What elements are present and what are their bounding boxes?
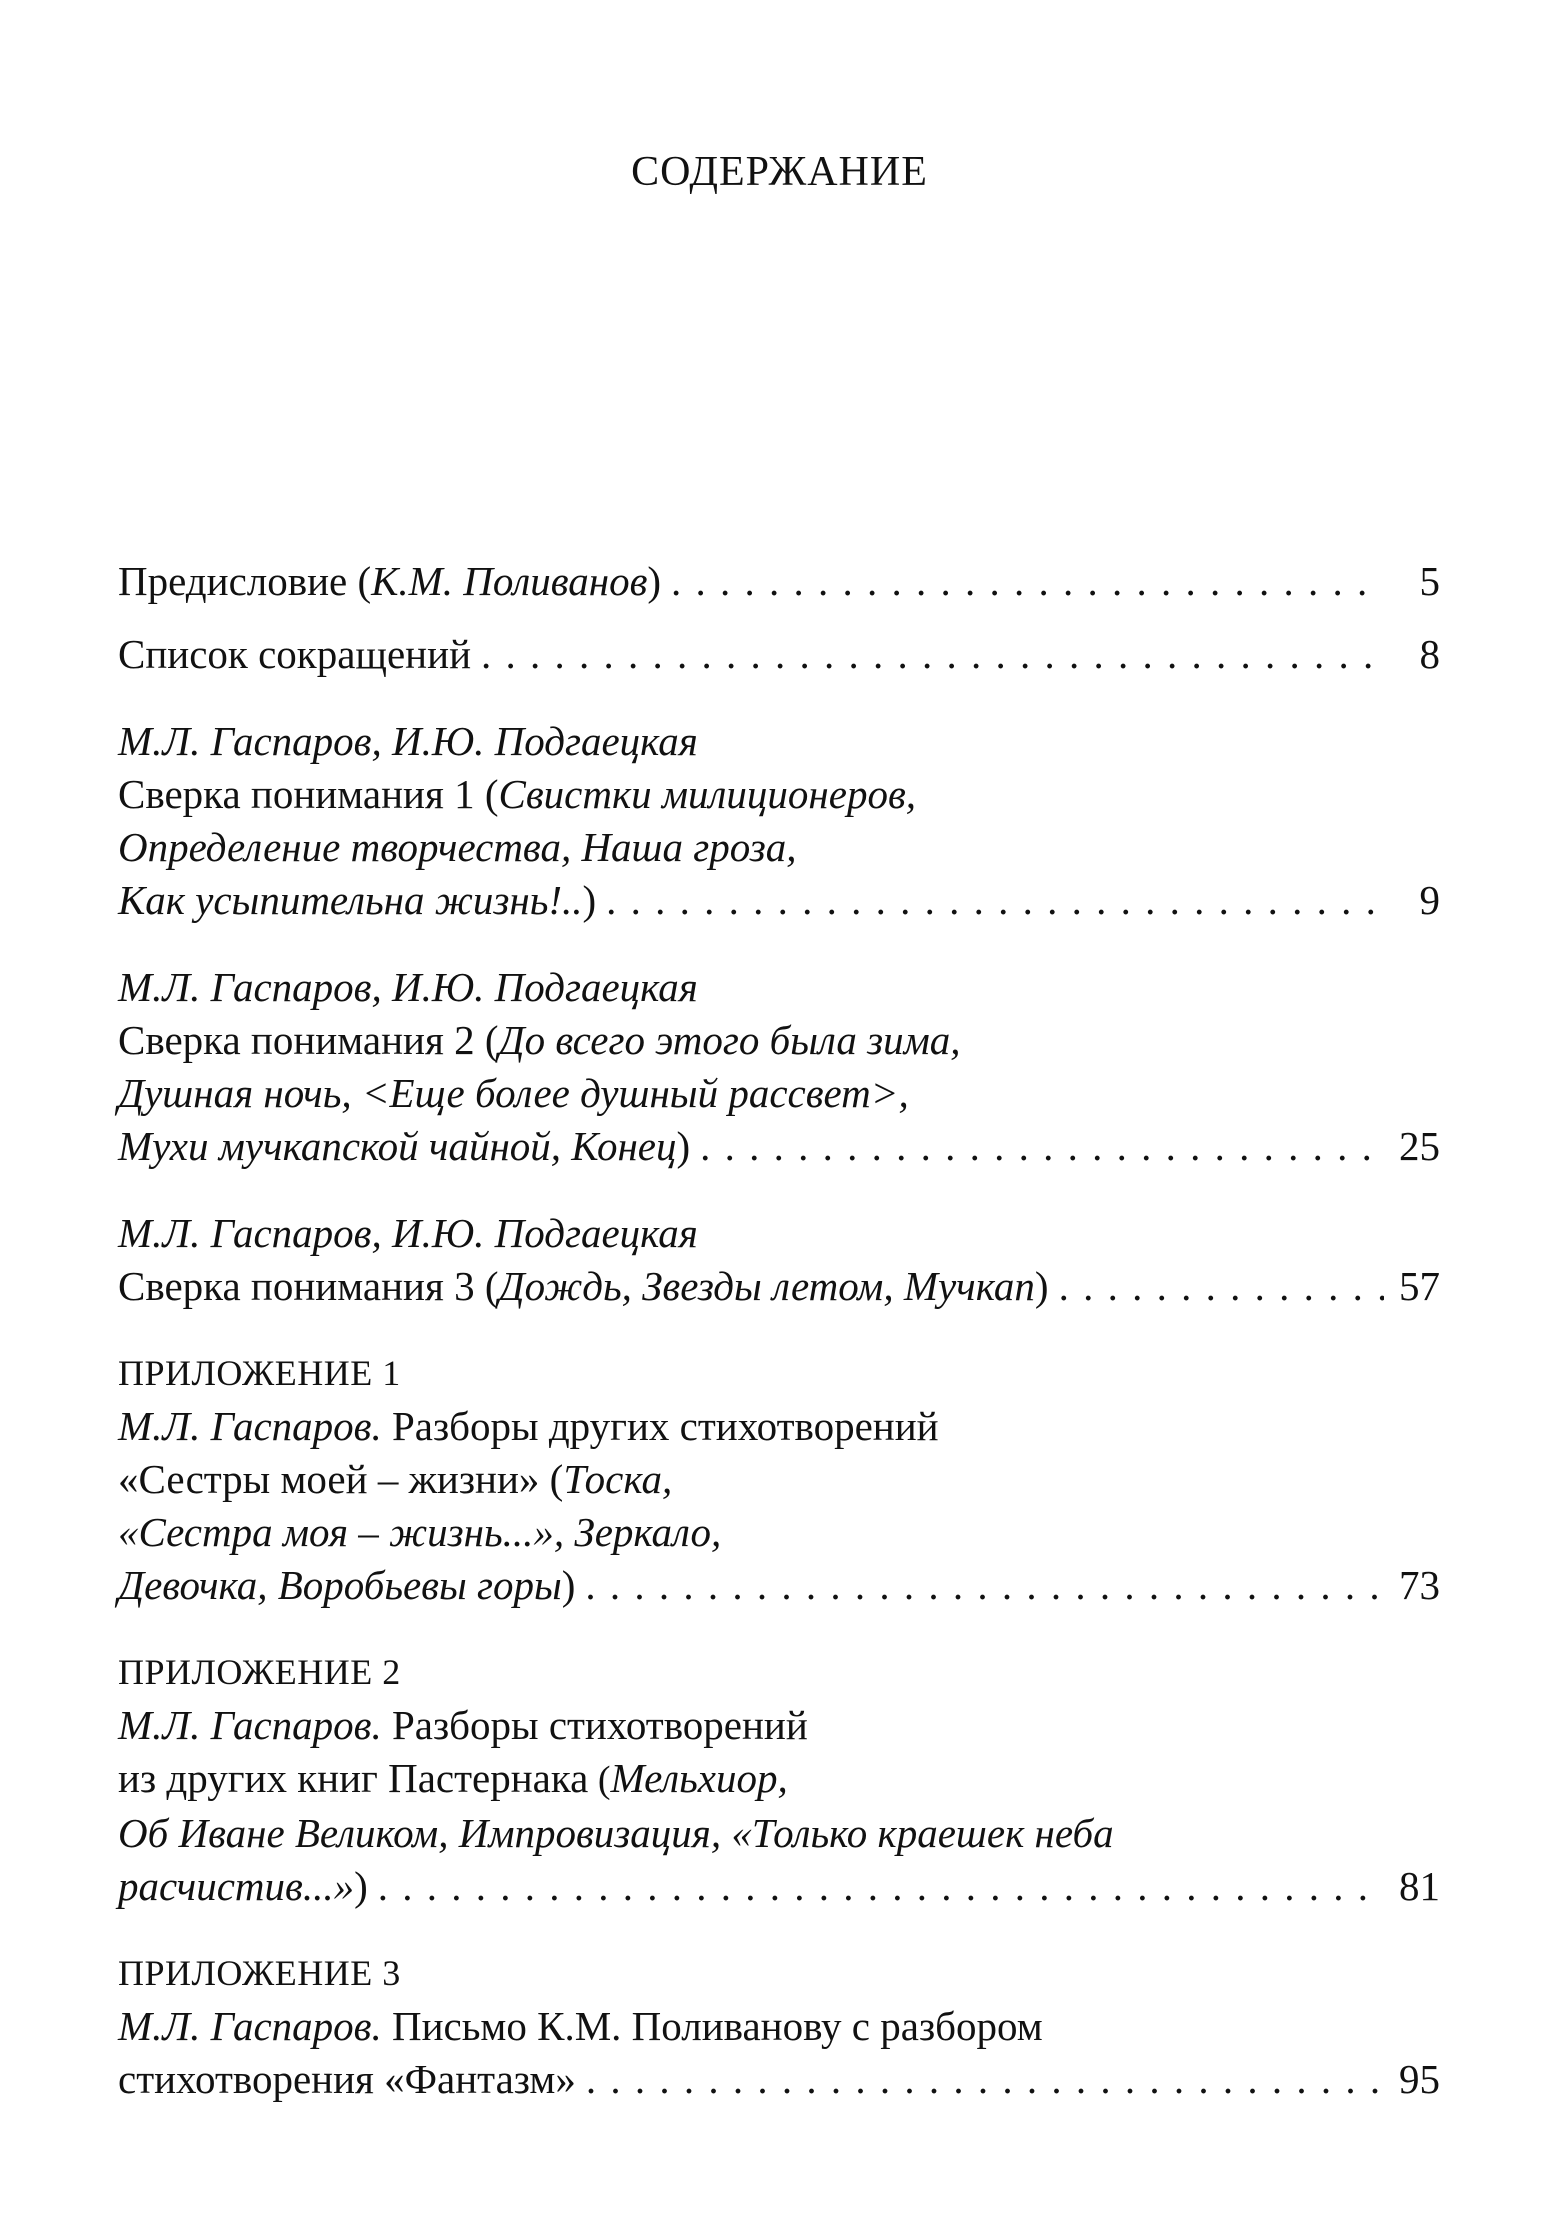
toc-entry-works: Определение творчества, Наша гроза,: [118, 824, 797, 870]
toc-entry-works-end: Мухи мучкапской чайной, Конец): [118, 1123, 691, 1169]
toc-entry-author: М.Л. Гаспаров.: [118, 1403, 382, 1449]
dot-leader: [700, 1120, 1384, 1173]
toc-entry-works-end: Девочка, Воробьевы горы): [118, 1562, 576, 1608]
toc-entry-works: Душная ночь, <Еще более душный рассвет>,: [118, 1070, 909, 1116]
toc-entry-title-cont: «Сестры моей – жизни» (Тоска,: [118, 1456, 673, 1502]
toc-entry-title: М.Л. Гаспаров. Разборы стихотворений: [118, 1702, 808, 1748]
toc-entry-preface[interactable]: [118, 555, 1440, 608]
toc-entry-works-end: расчистив...»): [118, 1863, 368, 1909]
toc-entry-appendix-1[interactable]: [118, 1347, 1440, 1612]
dot-leader: [1059, 1260, 1384, 1313]
toc-entry-sverka-1[interactable]: [118, 715, 1440, 927]
dot-leader: [378, 1860, 1384, 1913]
toc-entry-works-end: Как усыпительна жизнь!..): [118, 877, 597, 923]
toc-entry-author: М.Л. Гаспаров.: [118, 1702, 382, 1748]
toc-entry-title: М.Л. Гаспаров. Разборы других стихотворений: [118, 1403, 939, 1449]
page-number: 73: [1399, 1562, 1440, 1608]
page-number: 9: [1419, 877, 1440, 923]
page-number: 5: [1419, 558, 1440, 604]
page-title: СОДЕРЖАНИЕ: [631, 149, 928, 195]
toc-entry-appendix-2[interactable]: [118, 1646, 1440, 1913]
toc-entry-title: Сверка понимания 3 (Дождь, Звезды летом, Мучкап): [118, 1263, 1049, 1309]
table-of-contents: [118, 555, 1440, 2132]
toc-entry-sverka-2[interactable]: [118, 961, 1440, 1173]
toc-entry-title-cont: стихотворения «Фантазм»: [118, 2056, 576, 2102]
toc-entry-authors: М.Л. Гаспаров, И.Ю. Подгаецкая: [118, 718, 698, 764]
appendix-heading: ПРИЛОЖЕНИЕ 3: [118, 1953, 401, 1993]
toc-entry-author: К.М. Поливанов: [371, 558, 648, 604]
dot-leader: [586, 2053, 1384, 2106]
dot-leader: [606, 874, 1384, 927]
appendix-heading: ПРИЛОЖЕНИЕ 2: [118, 1652, 401, 1692]
page-number: 95: [1399, 2056, 1440, 2102]
page-number: 8: [1419, 631, 1440, 677]
toc-entry-title: М.Л. Гаспаров. Письмо К.М. Поливанову с разбором: [118, 2003, 1043, 2049]
toc-entry-title: Предисловие (К.М. Поливанов): [118, 558, 662, 604]
toc-entry-sverka-3[interactable]: [118, 1207, 1440, 1313]
toc-entry-authors: М.Л. Гаспаров, И.Ю. Подгаецкая: [118, 964, 698, 1010]
page-number: 25: [1399, 1123, 1440, 1169]
toc-entry-title: Сверка понимания 2 (До всего этого была зима,: [118, 1017, 961, 1063]
toc-entry-works: «Сестра моя – жизнь...», Зеркало,: [118, 1509, 722, 1555]
page-number: 81: [1399, 1863, 1440, 1909]
appendix-heading: ПРИЛОЖЕНИЕ 1: [118, 1353, 401, 1393]
toc-entry-author: М.Л. Гаспаров.: [118, 2003, 382, 2049]
page-number: 57: [1399, 1263, 1440, 1309]
toc-entry-title: Список сокращений: [118, 631, 472, 677]
toc-entry-abbreviations[interactable]: [118, 628, 1440, 681]
toc-entry-appendix-3[interactable]: [118, 1947, 1440, 2106]
toc-entry-authors: М.Л. Гаспаров, И.Ю. Подгаецкая: [118, 1210, 698, 1256]
toc-entry-title: Сверка понимания 1 (Свистки милиционеров,: [118, 771, 917, 817]
dot-leader: [481, 628, 1384, 681]
toc-entry-title-cont: из других книг Пастернака (Мельхиор,: [118, 1755, 788, 1801]
dot-leader: [671, 555, 1384, 608]
dot-leader: [585, 1559, 1384, 1612]
toc-entry-works: Об Иване Великом, Импровизация, «Только краешек неба: [118, 1810, 1114, 1856]
